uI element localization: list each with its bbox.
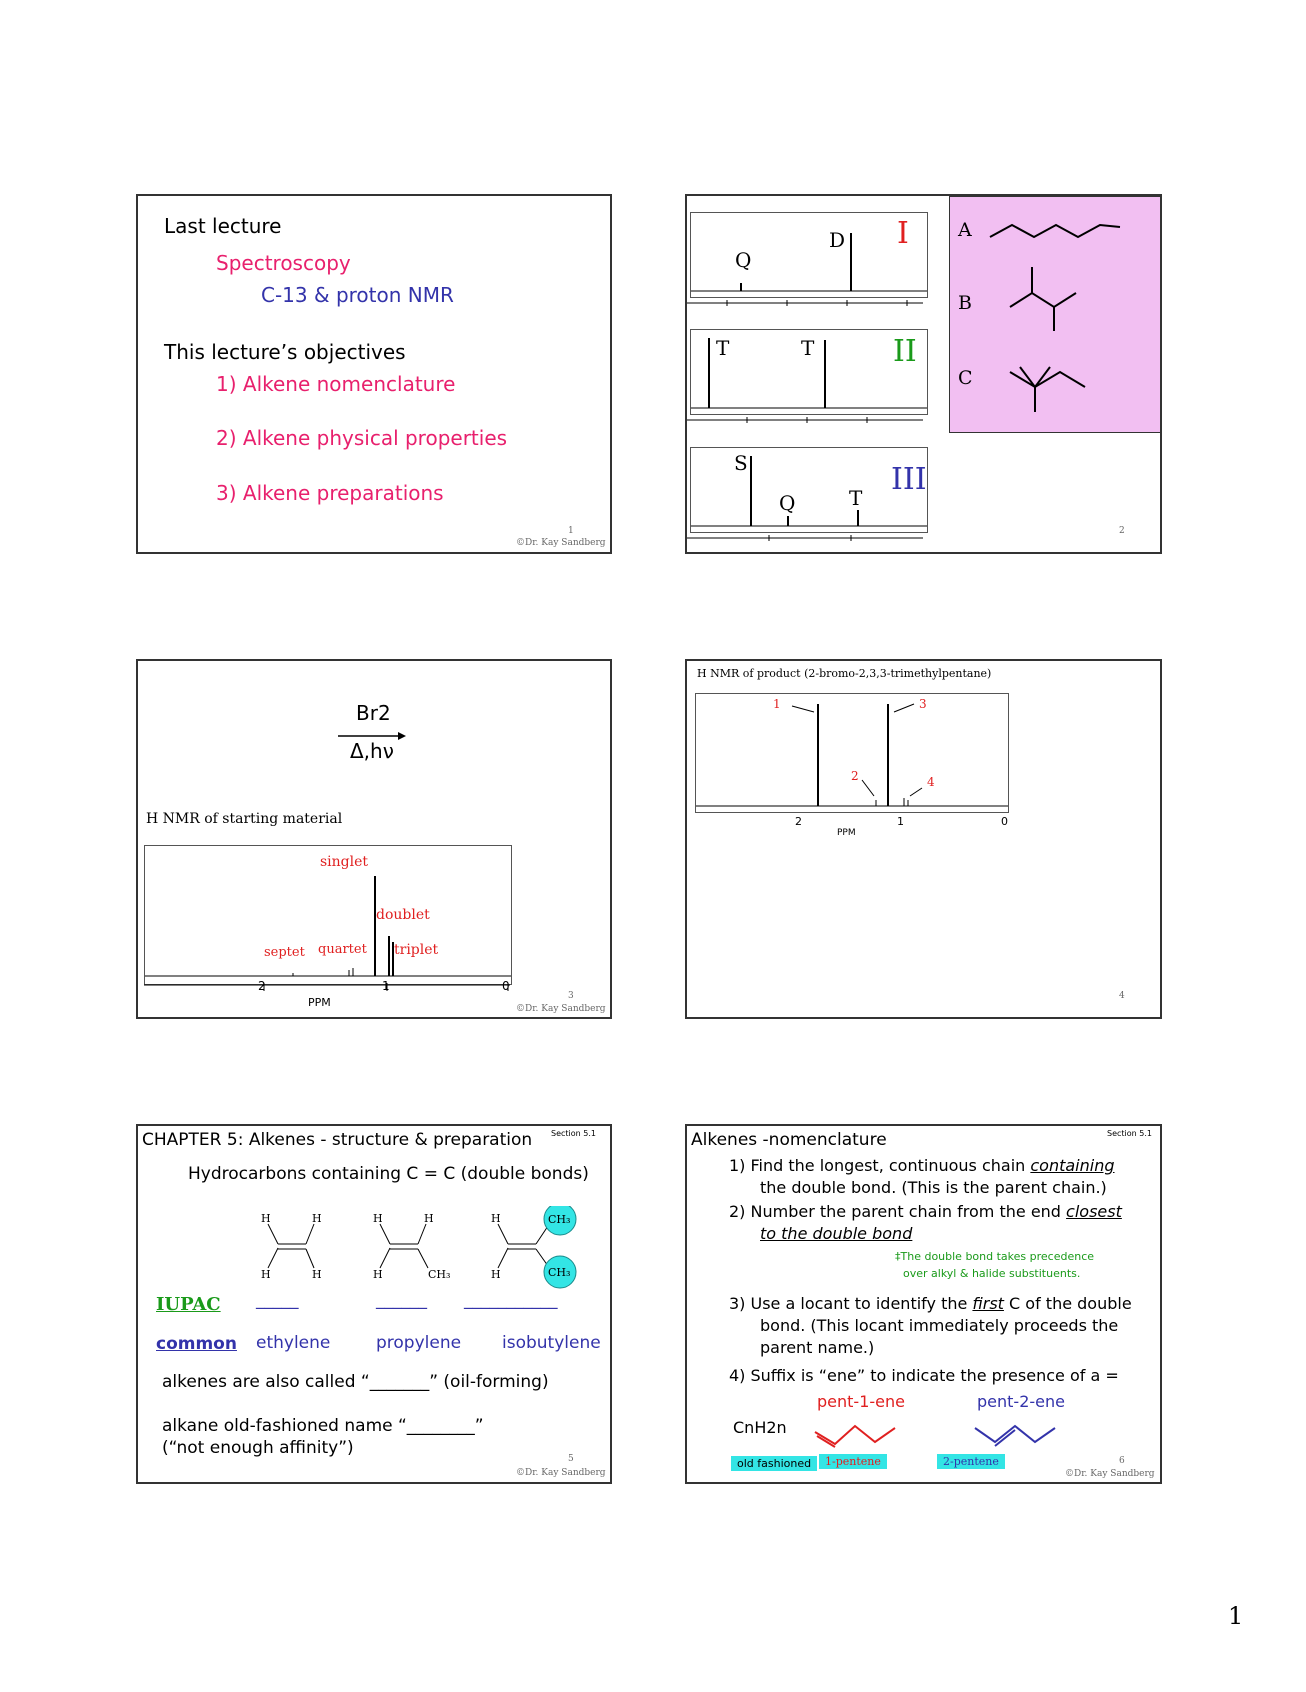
section-label: Section 5.1	[551, 1129, 596, 1138]
svg-text:H: H	[261, 1268, 271, 1281]
tick-2: 2	[795, 815, 802, 828]
reagent: Br2	[356, 701, 391, 725]
structures-panel	[949, 196, 1162, 433]
name-ethylene: ethylene	[256, 1333, 331, 1353]
label-doublet: doublet	[376, 907, 430, 923]
slide-number: 6	[1119, 1456, 1125, 1466]
svg-text:H: H	[373, 1268, 383, 1281]
svg-text:H: H	[312, 1268, 322, 1281]
slide-5	[136, 1124, 612, 1484]
iupac-blank-3: ___________	[464, 1290, 558, 1310]
subtitle: Hydrocarbons containing C = C (double bonds)	[188, 1164, 589, 1184]
pent-1-ene-structure	[805, 1414, 915, 1450]
label-quartet: quartet	[318, 942, 367, 957]
roman-iii: III	[891, 462, 927, 497]
name-isobutylene: isobutylene	[502, 1333, 601, 1353]
iupac-blank-1: _____	[256, 1290, 299, 1310]
rule-1: 1) Find the longest, continuous chain containing	[729, 1156, 1115, 1175]
structure-label-b: B	[958, 292, 972, 314]
slide-1	[136, 194, 612, 554]
rule-4: 4) Suffix is “ene” to indicate the presence of a =	[729, 1366, 1119, 1385]
line-paraffin: alkane old-fashioned name “________”	[162, 1416, 484, 1436]
section-label: Section 5.1	[1107, 1129, 1152, 1138]
tick-1: 1	[382, 979, 390, 993]
slide-title: Alkenes -nomenclature	[691, 1130, 887, 1150]
rule-3-cont-2: parent name.)	[760, 1338, 875, 1357]
label-singlet: singlet	[320, 854, 369, 870]
label-triplet: triplet	[394, 942, 439, 958]
slide-3	[136, 659, 612, 1019]
tick-1: 1	[897, 815, 904, 828]
structure-label-c: C	[958, 367, 973, 389]
rule-3-cont: bond. (This locant immediately proceeds the	[760, 1316, 1119, 1335]
svg-text:CH₃: CH₃	[428, 1268, 451, 1281]
nmr-spectrum	[695, 693, 1009, 813]
peak-label-d: D	[829, 228, 846, 252]
roman-ii: II	[893, 334, 917, 369]
x-label: PPM	[837, 828, 856, 838]
topic: Spectroscopy	[216, 251, 351, 275]
ppm-axis	[144, 983, 514, 995]
note-line-2: over alkyl & halide substituents.	[903, 1267, 1081, 1280]
svg-text:H: H	[312, 1212, 322, 1225]
slide-number: 1	[568, 526, 574, 536]
svg-text:H: H	[491, 1212, 501, 1225]
svg-text:H: H	[424, 1212, 434, 1225]
slide-6	[685, 1124, 1162, 1484]
objective-2: 2) Alkene physical properties	[216, 426, 508, 450]
nmr-plot	[696, 694, 1008, 812]
peak-label-t2: T	[801, 336, 815, 360]
skeletal-structures	[950, 197, 1162, 434]
slide-2	[685, 194, 1162, 554]
note-line-1: ‡The double bond takes precedence	[895, 1250, 1095, 1263]
slide-title: Last lecture	[164, 214, 282, 238]
tick-0: 0	[502, 979, 510, 993]
alkene-structures	[248, 1206, 598, 1296]
svg-text:H: H	[261, 1212, 271, 1225]
rule-3: 3) Use a locant to identify the first C of the double	[729, 1294, 1132, 1313]
iupac-blank-2: ______	[376, 1290, 427, 1310]
svg-text:H: H	[491, 1268, 501, 1281]
slide-4	[685, 659, 1162, 1019]
peak-label-4: 4	[927, 775, 935, 789]
spectrum-1	[690, 212, 928, 298]
rule-1-cont: the double bond. (This is the parent chain.)	[760, 1178, 1107, 1197]
line-affinity: (“not enough affinity”)	[162, 1438, 354, 1458]
copyright: ©Dr. Kay Sandberg	[516, 538, 606, 548]
svg-text:CH₃: CH₃	[548, 1213, 571, 1226]
svg-text:CH₃: CH₃	[548, 1266, 571, 1279]
common-label: common	[156, 1334, 237, 1354]
slide-number: 4	[1119, 991, 1125, 1001]
axis-1	[687, 298, 927, 310]
conditions: Δ,hν	[350, 739, 394, 763]
objectives-title: This lecture’s objectives	[164, 340, 406, 364]
axis-2	[687, 415, 927, 427]
objective-1: 1) Alkene nomenclature	[216, 372, 456, 396]
tag-1-pentene: 1-pentene	[819, 1454, 887, 1469]
peak-label-t1: T	[716, 336, 730, 360]
copyright: ©Dr. Kay Sandberg	[516, 1004, 606, 1014]
peak-label-s: S	[734, 451, 748, 475]
page-number: 1	[1228, 1602, 1244, 1630]
name-propylene: propylene	[376, 1333, 462, 1353]
tag-old-fashioned: old fashioned	[731, 1456, 817, 1471]
peak-label-2: 2	[851, 769, 859, 783]
slide-number: 2	[1119, 526, 1125, 536]
peak-label-1: 1	[773, 697, 781, 711]
rule-2: 2) Number the parent chain from the end closest	[729, 1202, 1122, 1221]
tick-0: 0	[1001, 815, 1008, 828]
peak-label-q3: Q	[779, 491, 796, 515]
svg-text:H: H	[373, 1212, 383, 1225]
spectrum-1-plot	[691, 213, 927, 297]
subtopic: C-13 & proton NMR	[261, 283, 454, 307]
x-label: PPM	[308, 996, 331, 1009]
peak-label-q: Q	[735, 248, 752, 272]
label-septet: septet	[264, 945, 305, 960]
slide-number: 3	[568, 991, 574, 1001]
copyright: ©Dr. Kay Sandberg	[516, 1468, 606, 1478]
tick-2: 2	[258, 979, 266, 993]
name-pent-1-ene: pent-1-ene	[817, 1392, 905, 1411]
pent-2-ene-structure	[965, 1414, 1075, 1450]
general-formula: CnH2n	[733, 1418, 787, 1437]
nmr-title: H NMR of starting material	[146, 811, 343, 827]
tag-2-pentene: 2-pentene	[937, 1454, 1005, 1469]
axis-3	[687, 533, 927, 545]
peak-label-t3: T	[849, 486, 863, 510]
chapter-title: CHAPTER 5: Alkenes - structure & preparation	[142, 1130, 533, 1150]
slide-number: 5	[568, 1454, 574, 1464]
peak-label-3: 3	[919, 697, 927, 711]
roman-i: I	[897, 216, 909, 251]
line-olefin: alkenes are also called “_______” (oil-forming)	[162, 1372, 549, 1392]
name-pent-2-ene: pent-2-ene	[977, 1392, 1065, 1411]
structure-label-a: A	[958, 219, 972, 241]
copyright: ©Dr. Kay Sandberg	[1065, 1469, 1155, 1479]
nmr-title: H NMR of product (2-bromo-2,3,3-trimethylpentane)	[697, 667, 992, 680]
objective-3: 3) Alkene preparations	[216, 481, 444, 505]
iupac-label: IUPAC	[156, 1294, 221, 1315]
rule-2-cont: to the double bond	[760, 1224, 913, 1243]
